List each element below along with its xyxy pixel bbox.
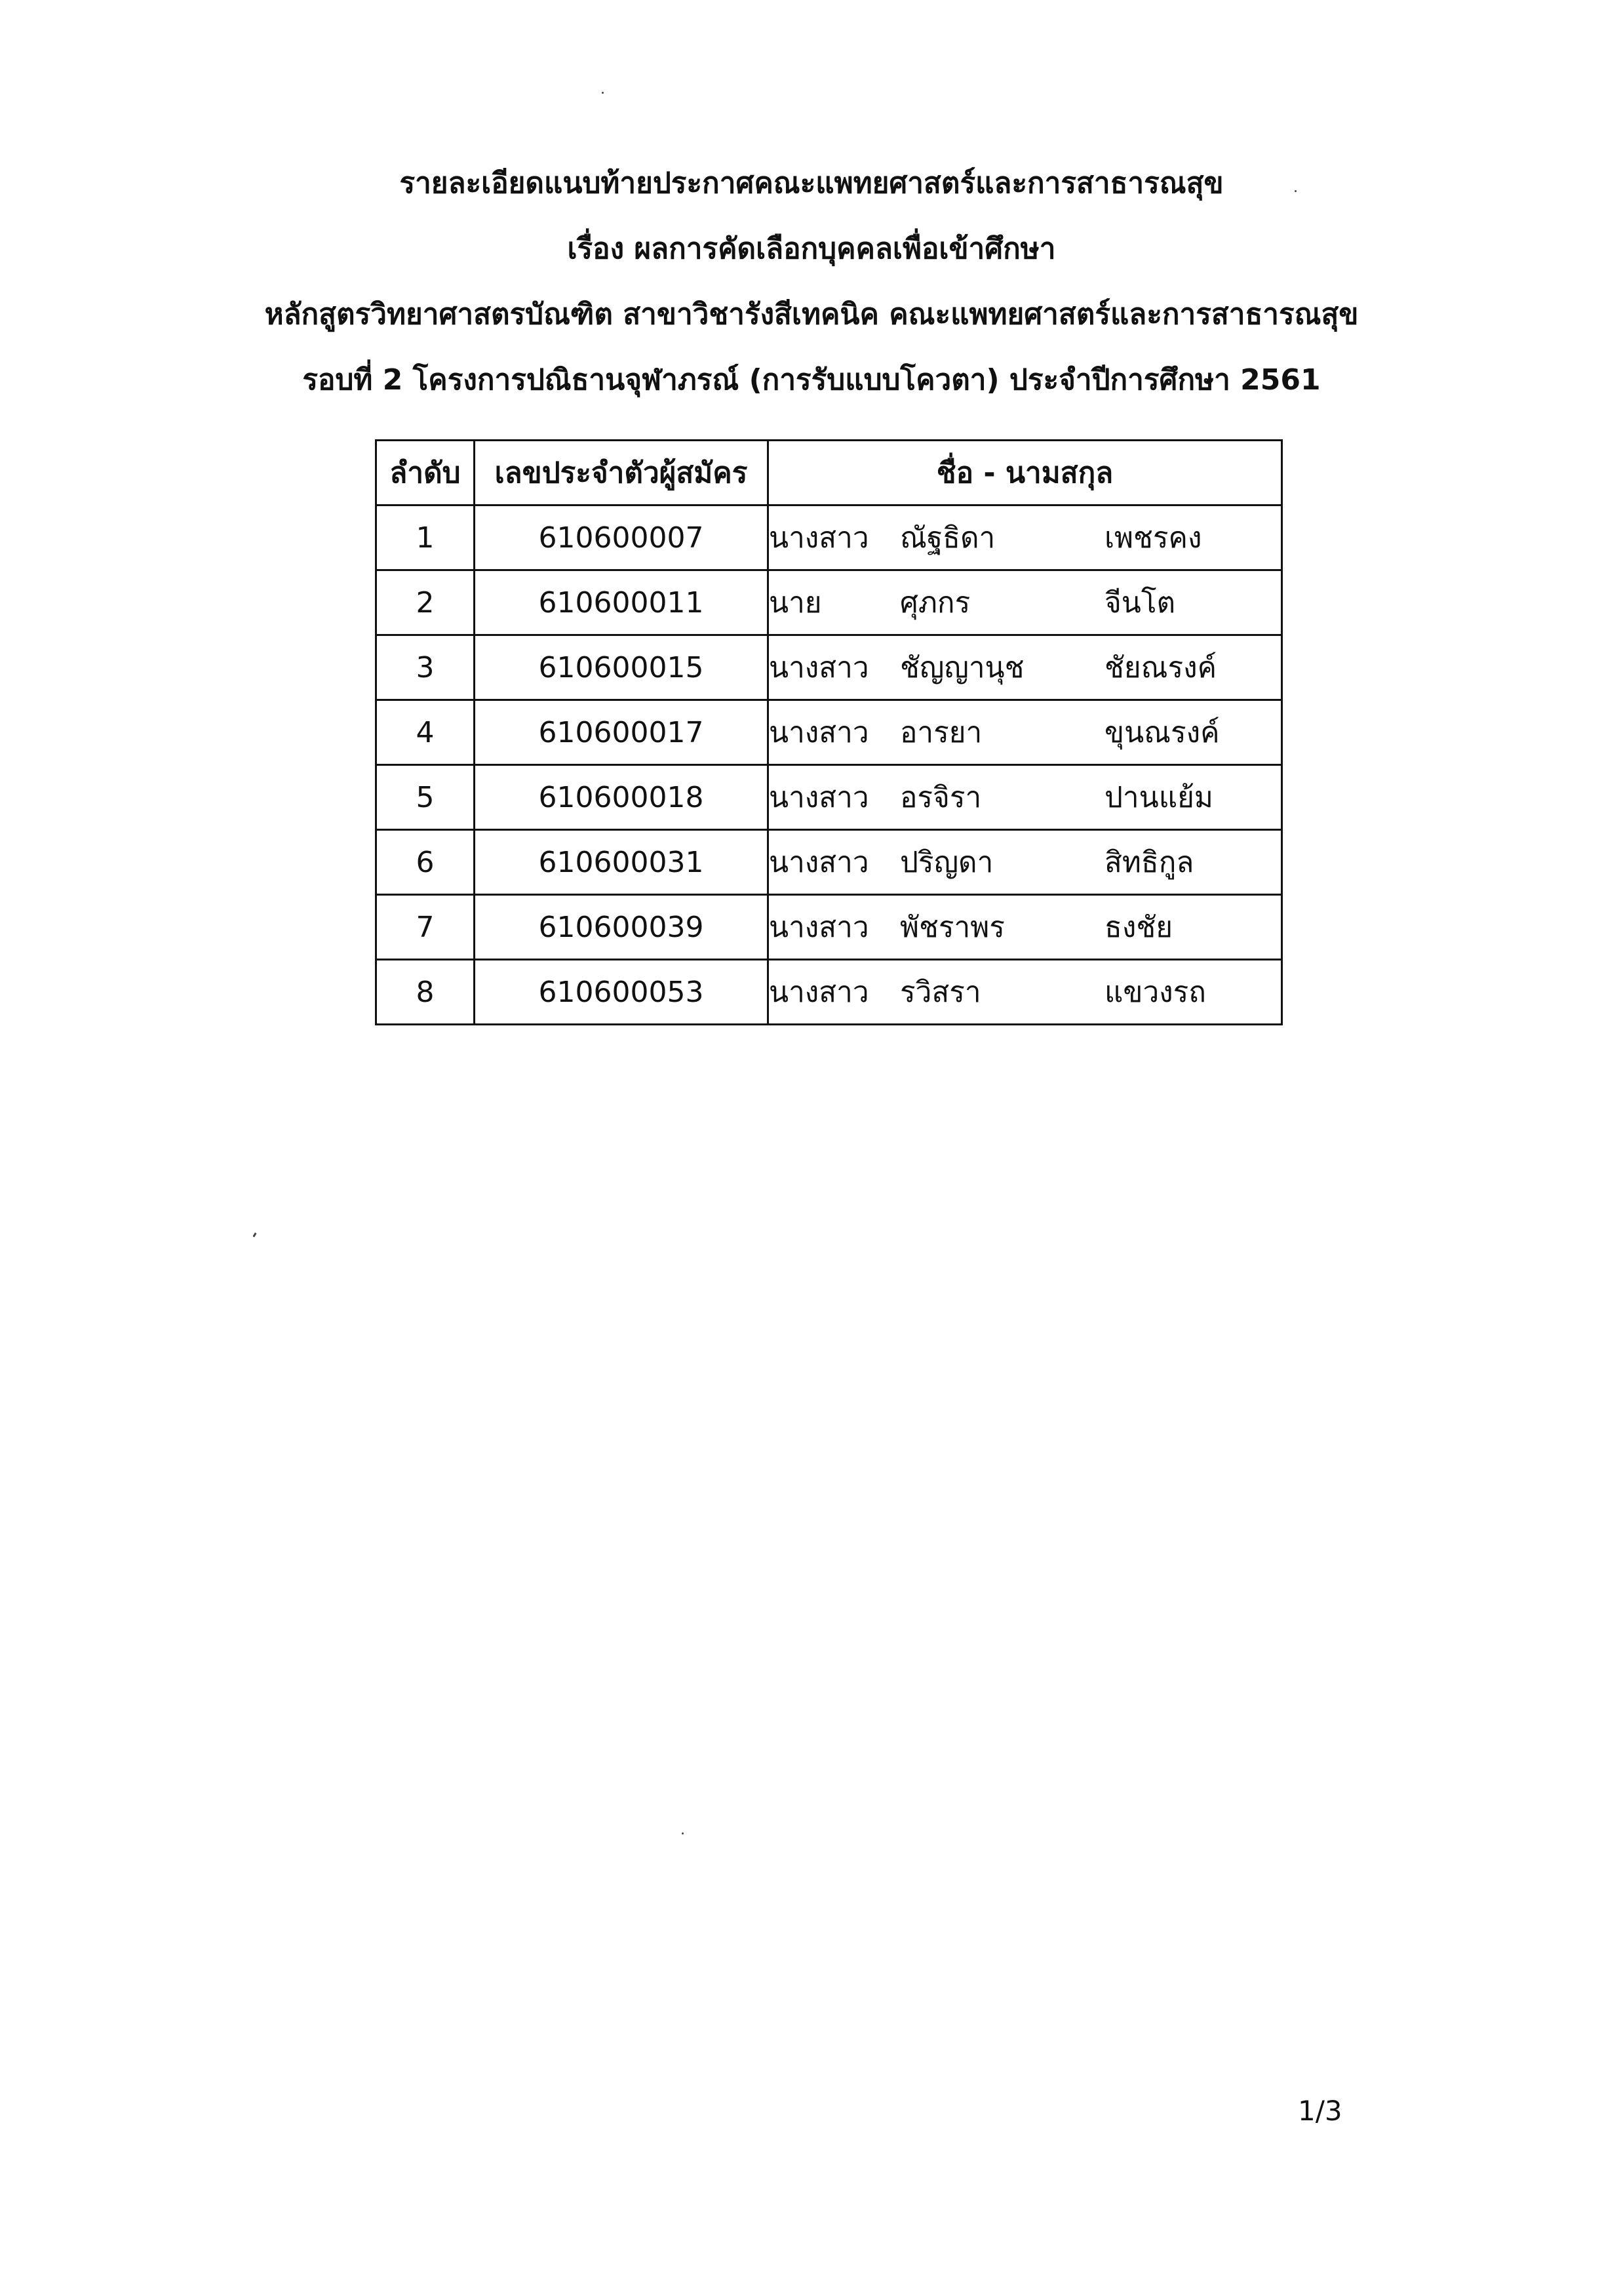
table-row	[376, 765, 1282, 830]
name-prefix: นางสาว	[769, 651, 869, 684]
cell-no: 1	[376, 505, 475, 570]
last-name: ขุนณรงค์	[1105, 716, 1220, 749]
header-applicant-id: เลขประจำตัวผู้สมัคร	[475, 441, 768, 505]
last-name: จีนโต	[1105, 586, 1176, 620]
name-prefix: นางสาว	[769, 846, 869, 879]
cell-applicant-id: 610600031	[475, 830, 768, 895]
cell-no: 6	[376, 830, 475, 895]
name-prefix: นางสาว	[769, 911, 869, 944]
table-header-row	[376, 441, 1282, 505]
first-name: รวิสรา	[900, 976, 981, 1009]
cell-no: 5	[376, 765, 475, 830]
table-row	[376, 830, 1282, 895]
results-table	[375, 439, 1283, 1025]
header-name: ชื่อ - นามสกุล	[768, 441, 1282, 505]
cell-name	[768, 505, 1282, 570]
table-row	[376, 570, 1282, 635]
cell-name	[768, 960, 1282, 1025]
heading-line-2: เรื่อง ผลการคัดเลือกบุคคลเพื่อเข้าศึกษา	[567, 232, 1056, 266]
cell-name	[768, 895, 1282, 960]
cell-name	[768, 830, 1282, 895]
cell-applicant-id: 610600053	[475, 960, 768, 1025]
first-name: อรจิรา	[900, 781, 982, 814]
first-name: อารยา	[900, 716, 983, 749]
name-prefix: นางสาว	[769, 976, 869, 1009]
cell-applicant-id: 610600015	[475, 635, 768, 700]
name-prefix: นางสาว	[769, 716, 869, 749]
page-number: 1/3	[1298, 2095, 1342, 2127]
cell-no: 8	[376, 960, 475, 1025]
heading-line-1: รายละเอียดแนบท้ายประกาศคณะแพทยศาสตร์และการสาธารณสุข	[399, 167, 1224, 200]
last-name: เพชรคง	[1105, 521, 1202, 555]
table-row	[376, 505, 1282, 570]
last-name: แขวงรถ	[1105, 976, 1206, 1009]
table-row	[376, 960, 1282, 1025]
heading-line-3: หลักสูตรวิทยาศาสตรบัณฑิต สาขาวิชารังสีเทคนิค คณะแพทยศาสตร์และการสาธารณสุข	[264, 298, 1359, 331]
table-row	[376, 895, 1282, 960]
cell-no: 4	[376, 700, 475, 765]
first-name: ปริญดา	[900, 846, 994, 879]
first-name: ศุภกร	[900, 586, 971, 620]
cell-name	[768, 635, 1282, 700]
cell-applicant-id: 610600011	[475, 570, 768, 635]
name-prefix: นางสาว	[769, 521, 869, 555]
cell-applicant-id: 610600017	[475, 700, 768, 765]
name-prefix: นางสาว	[769, 781, 869, 814]
scan-speck	[602, 92, 604, 94]
heading-line-4: รอบที่ 2 โครงการปณิธานจุฬาภรณ์ (การรับแบบโควตา) ประจำปีการศึกษา 2561	[302, 363, 1321, 397]
name-prefix: นาย	[769, 586, 822, 620]
cell-name	[768, 700, 1282, 765]
last-name: สิทธิกูล	[1105, 846, 1194, 879]
header-no: ลำดับ	[376, 441, 475, 505]
last-name: ปานแย้ม	[1105, 781, 1213, 814]
table-row	[376, 700, 1282, 765]
cell-no: 7	[376, 895, 475, 960]
cell-no: 3	[376, 635, 475, 700]
last-name: ธงชัย	[1105, 911, 1173, 944]
cell-applicant-id: 610600039	[475, 895, 768, 960]
scan-speck	[682, 1832, 684, 1834]
cell-name	[768, 765, 1282, 830]
scan-speck	[252, 1233, 256, 1238]
first-name: พัชราพร	[900, 911, 1005, 944]
first-name: ชัญญานุช	[900, 651, 1025, 684]
cell-applicant-id: 610600018	[475, 765, 768, 830]
first-name: ณัฐธิดา	[900, 521, 996, 555]
scan-speck	[1295, 190, 1297, 192]
cell-name	[768, 570, 1282, 635]
document-heading	[0, 151, 1623, 413]
cell-no: 2	[376, 570, 475, 635]
last-name: ชัยณรงค์	[1105, 651, 1217, 684]
table-row	[376, 635, 1282, 700]
cell-applicant-id: 610600007	[475, 505, 768, 570]
